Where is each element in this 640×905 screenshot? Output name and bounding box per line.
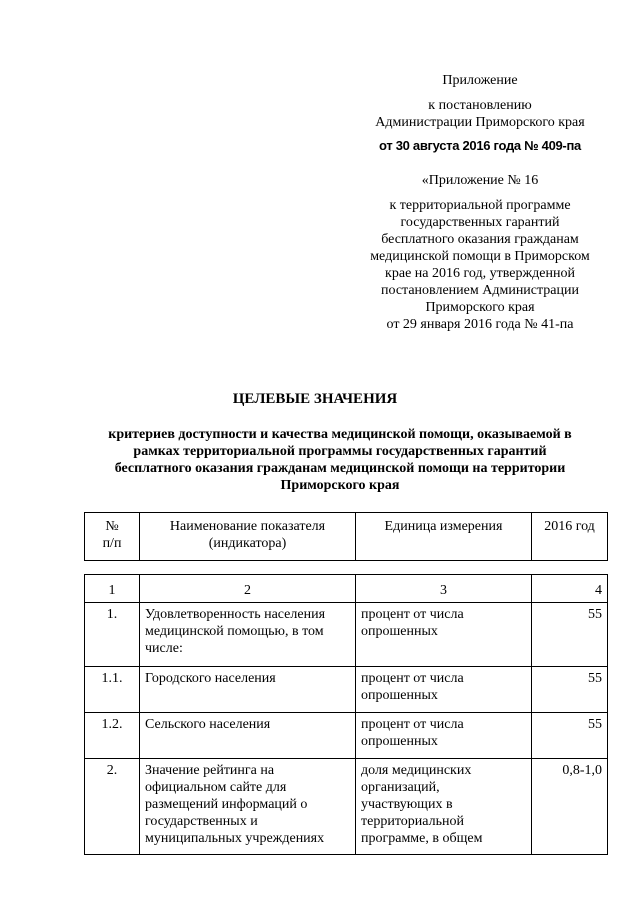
appendix16-line: государственных гарантий [400, 215, 560, 230]
table-row [85, 713, 608, 759]
row-value: 55 [532, 603, 608, 667]
criteria-table-body [84, 574, 608, 855]
row-name: Значение рейтинга на официальном сайте для размещений информаций о государственных и муниципальных учреждениях [140, 759, 356, 855]
document-title: ЦЕЛЕВЫЕ ЗНАЧЕНИЯ [232, 391, 398, 407]
appendix-title: Приложение [442, 73, 518, 88]
table-row [85, 759, 608, 855]
column-number: 3 [356, 575, 532, 603]
appendix16-line: от 29 января 2016 года № 41-па [386, 317, 574, 332]
appendix-date-stamp: от 30 августа 2016 года № 409-па [379, 138, 581, 153]
column-number: 4 [532, 575, 608, 603]
row-unit: процент от числа опрошенных [356, 713, 532, 759]
column-number-row [85, 575, 608, 603]
row-value: 0,8-1,0 [532, 759, 608, 855]
table-row [85, 667, 608, 713]
row-num: 1. [85, 603, 140, 667]
table-header-row [85, 513, 608, 561]
appendix16-line: крае на 2016 год, утвержденной [385, 266, 575, 281]
row-unit: процент от числа опрошенных [356, 667, 532, 713]
header-name: Наименование показателя (индикатора) [140, 513, 356, 561]
document-subtitle [70, 426, 610, 494]
table-row [85, 603, 608, 667]
appendix16-line: «Приложение № 16 [421, 173, 539, 188]
criteria-table-header [84, 512, 608, 561]
appendix-line-administration: Администрации Приморского края [375, 115, 585, 130]
appendix16-block [330, 172, 630, 333]
subtitle-line: Приморского края [280, 478, 400, 493]
row-value: 55 [532, 667, 608, 713]
subtitle-line: критериев доступности и качества медицинской помощи, оказываемой в [108, 427, 572, 442]
subtitle-line: рамках территориальной программы государственных гарантий [133, 444, 547, 459]
header-unit: Единица измерения [356, 513, 532, 561]
row-value: 55 [532, 713, 608, 759]
appendix16-line: бесплатного оказания гражданам [381, 232, 579, 247]
row-unit: процент от числа опрошенных [356, 603, 532, 667]
appendix16-line: постановлением Администрации [381, 283, 579, 298]
appendix-line-resolution: к постановлению [428, 98, 532, 113]
header-year: 2016 год [532, 513, 608, 561]
row-num: 1.2. [85, 713, 140, 759]
row-name: Удовлетворенность населения медицинской помощью, в том числе: [140, 603, 356, 667]
row-unit: доля медицинских организаций, участвующих в территориальной программе, в общем [356, 759, 532, 855]
column-number: 1 [85, 575, 140, 603]
row-name: Городского населения [140, 667, 356, 713]
subtitle-line: бесплатного оказания гражданам медицинской помощи на территории [114, 461, 566, 476]
appendix16-line: к территориальной программе [389, 198, 571, 213]
column-number: 2 [140, 575, 356, 603]
appendix-block [330, 72, 630, 154]
appendix16-line: медицинской помощи в Приморском [370, 249, 590, 264]
row-num: 1.1. [85, 667, 140, 713]
row-name: Сельского населения [140, 713, 356, 759]
appendix16-line: Приморского края [425, 300, 535, 315]
header-num: № п/п [85, 513, 140, 561]
row-num: 2. [85, 759, 140, 855]
